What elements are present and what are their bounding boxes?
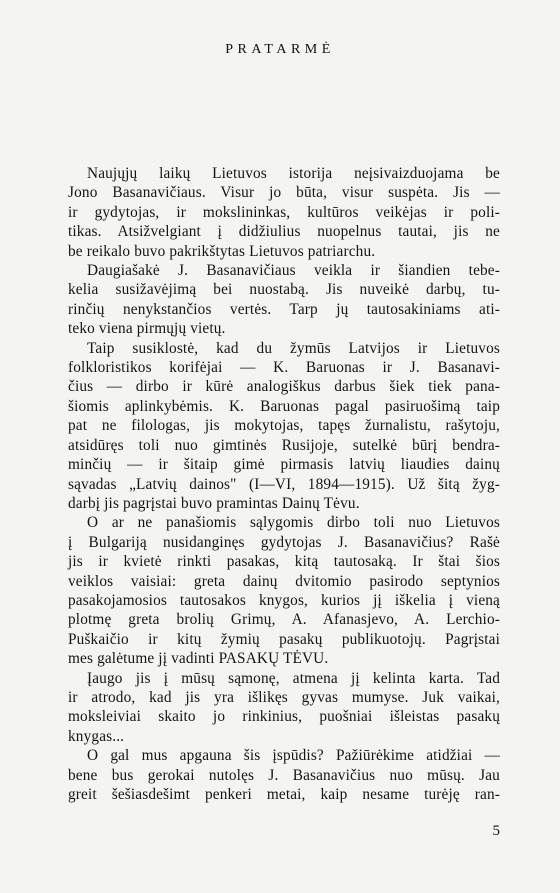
text-line: knygas... bbox=[68, 727, 125, 745]
text-line: Taip susiklostė, kad du žymūs Latvijos ir Lietuvos bbox=[87, 339, 500, 357]
text-line: čius — dirbo ir kūrė analogiškus darbus šiek tiek pana- bbox=[68, 378, 500, 396]
text-line: Daugiašakė J. Basanavičiaus veikla ir šiandien tebe- bbox=[87, 262, 500, 280]
text-line: bene bus gerokai nutolęs J. Basanavičius nuo mūsų. Jau bbox=[68, 766, 500, 784]
paragraph-6 bbox=[68, 746, 500, 804]
text-line: moksleiviai skaito jo rinkinius, puošniai išleistas pasakų bbox=[68, 708, 500, 726]
text-line: plotmę greta brolių Grimų, A. Afanasjevo, A. Lerchio- bbox=[68, 611, 500, 629]
text-line: Naujųjų laikų Lietuvos istorija neįsivaizduojama be bbox=[87, 165, 500, 182]
text-line: pat ne filologas, jis mokytojas, tapęs žurnalistu, rašytoju, bbox=[68, 417, 500, 435]
text-line: kelia susižavėjimą bei nuostabą. Jis nuveikė darbų, tu- bbox=[68, 281, 500, 299]
text-line: veiklos vaisiai: greta dainų dvitomio pasirodo septynios bbox=[68, 572, 500, 590]
text-line: be reikalo buvo pakrikštytas Lietuvos patriarchu. bbox=[68, 242, 376, 260]
page-body-text bbox=[68, 164, 500, 804]
text-line: folkloristikos korifėjai — K. Baruonas ir J. Basanavi- bbox=[68, 359, 500, 377]
text-line: Puškaičio ir kitų žymių pasakų publikuotojų. Pagrįstai bbox=[68, 630, 500, 648]
paragraph-5 bbox=[68, 669, 500, 747]
text-line: O gal mus apgauna šis įspūdis? Pažiūrėkime atidžiai — bbox=[87, 747, 500, 765]
text-line: šiomis aplinkybėmis. K. Baruonas pagal pasiruošimą taip bbox=[68, 397, 500, 415]
text-line: mes galėtume jį vadinti PASAKŲ TĖVU. bbox=[68, 650, 329, 668]
text-line: ir gydytojas, ir mokslininkas, kultūros veikėjas ir poli- bbox=[68, 203, 500, 221]
text-line: Jono Basanavičiaus. Visur jo būta, visur suspėta. Jis — bbox=[68, 184, 500, 202]
text-line: teko viena pirmųjų vietų. bbox=[68, 320, 226, 338]
text-line: minčių — ir šitaip gimė pirmasis latvių liaudies dainų bbox=[68, 456, 500, 474]
page-number: 5 bbox=[492, 823, 500, 839]
text-line: atsidūręs toli nuo gimtinės Rusijoje, sutelkė būrį bendra- bbox=[68, 436, 500, 454]
text-line: ir atrodo, kad jis yra išlikęs gyvas mumyse. Juk vaikai, bbox=[68, 688, 500, 706]
text-line: greit šešiasdešimt penkeri metai, kaip nesame turėję ran- bbox=[68, 786, 500, 803]
paragraph-1 bbox=[68, 164, 500, 261]
paragraph-2 bbox=[68, 261, 500, 339]
text-line: pasakojamosios tautosakos knygos, kurios jį iškelia į vieną bbox=[68, 591, 500, 609]
text-line: tikas. Atsižvelgiant į didžiulius nuopelnus tautai, jis ne bbox=[68, 223, 500, 241]
page-title: PRATARMĖ bbox=[225, 42, 335, 57]
text-line: darbį jis pagrįstai buvo pramintas Dainų Tėvu. bbox=[68, 494, 360, 512]
paragraph-3 bbox=[68, 339, 500, 514]
text-line: O ar ne panašiomis sąlygomis dirbo toli nuo Lietuvos bbox=[87, 514, 500, 532]
paragraph-4 bbox=[68, 513, 500, 668]
text-line: sąvadas „Latvių dainos" (I—VI, 1894—1915). Už šitą žyg- bbox=[68, 475, 500, 493]
text-line: Įaugo jis į mūsų sąmonę, atmena jį kelinta karta. Tad bbox=[87, 669, 500, 687]
text-line: į Bulgariją nusidanginęs gydytojas J. Basanavičius? Rašė bbox=[68, 533, 500, 551]
text-line: rinčių nenykstančios vertės. Tarp jų tautosakiniams ati- bbox=[68, 300, 500, 318]
text-line: jis ir kvietė rinkti pasakas, kitą tautosaką. Ir štai šios bbox=[68, 553, 500, 571]
